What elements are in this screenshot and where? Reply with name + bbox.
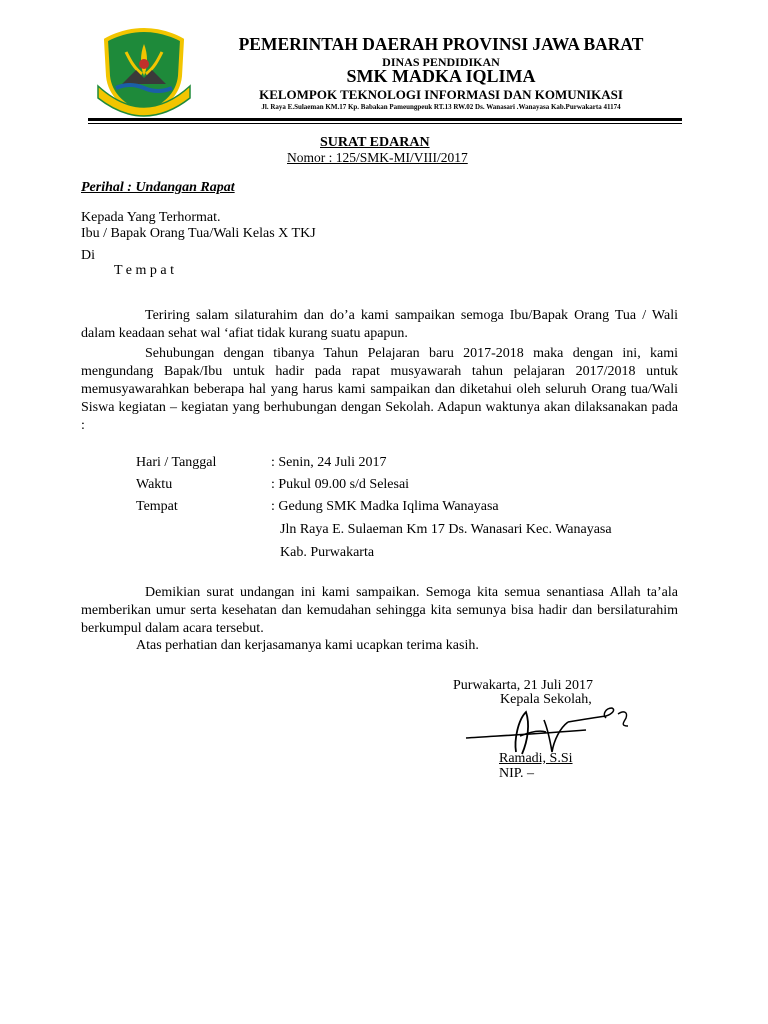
detail-day-label: Hari / Tanggal bbox=[136, 455, 217, 470]
signature-name: Ramadi, S.Si bbox=[499, 751, 573, 766]
addressee-di: Di bbox=[81, 248, 95, 263]
detail-place-regency: Kab. Purwakarta bbox=[280, 545, 375, 560]
letterhead-department: DINAS PENDIDIKAN bbox=[382, 55, 500, 69]
letterhead-school-name: SMK MADKA IQLIMA bbox=[346, 66, 536, 86]
letterhead-program: KELOMPOK TEKNOLOGI INFORMASI DAN KOMUNIKASI bbox=[259, 87, 623, 102]
letterhead-government: PEMERINTAH DAERAH PROVINSI JAWA BARAT bbox=[238, 34, 644, 54]
signature-place-date: Purwakarta, 21 Juli 2017 bbox=[453, 678, 593, 693]
letterhead-rule-thick bbox=[88, 118, 682, 121]
paragraph-closing: Demikian surat undangan ini kami sampaikan. Semoga kita semua senantiasa Allah ta’ala memberikan umur serta kesehatan dan kemudahan sehingga kita semunya bisa hadir dan bersilaturahim berkumpul dalam acara tersebut. bbox=[81, 585, 678, 636]
paragraph-greeting: Teriring salam silaturahim dan do’a kami sampaikan semoga Ibu/Bapak Orang Tua / Wali dalam keadaan sehat wal ‘afiat tidak kurang suatu apapun. bbox=[81, 308, 678, 341]
paragraph-invitation: Sehubungan dengan tibanya Tahun Pelajaran baru 2017-2018 maka dengan ini, kami mengundang Bapak/Ibu untuk hadir pada rapat musyawarah tahun pelajaran 2017/2018 untuk memusyawarahkan beberapa hal yang harus kami sampaikan dan diketahui oleh seluruh Orang tua/Wali Siswa kegiatan – kegiatan yang berhubungan dengan Sekolah. Adapun waktunya akan dilaksanakan pada : bbox=[81, 346, 678, 433]
detail-time-label: Waktu bbox=[136, 477, 173, 492]
west-java-emblem-logo bbox=[96, 24, 192, 120]
letter-title: SURAT EDARAN bbox=[320, 135, 430, 150]
signature-position: Kepala Sekolah, bbox=[500, 692, 592, 707]
detail-place-label: Tempat bbox=[136, 499, 178, 514]
addressee-tempat: T e m p a t bbox=[114, 263, 175, 278]
addressee-greeting: Kepada Yang Terhormat. bbox=[81, 210, 221, 225]
addressee-recipient: Ibu / Bapak Orang Tua/Wali Kelas X TKJ bbox=[81, 226, 316, 241]
detail-place-address: Jln Raya E. Sulaeman Km 17 Ds. Wanasari Kec. Wanayasa bbox=[280, 522, 612, 537]
detail-time-value: : Pukul 09.00 s/d Selesai bbox=[271, 477, 410, 492]
detail-place-value: : Gedung SMK Madka Iqlima Wanayasa bbox=[271, 499, 499, 514]
paragraph-thanks: Atas perhatian dan kerjasamanya kami ucapkan terima kasih. bbox=[136, 638, 479, 653]
signature-nip: NIP. – bbox=[499, 766, 535, 781]
letter-subject: Perihal : Undangan Rapat bbox=[81, 180, 235, 195]
detail-day-value: : Senin, 24 Juli 2017 bbox=[271, 455, 387, 470]
letterhead-rule-thin bbox=[88, 123, 682, 124]
letterhead-address: Jl. Raya E.Sulaeman KM.17 Kp. Babakan Pameungpeuk RT.13 RW.02 Ds. Wanasari .Wanayasa Kab.Purwakarta 41174 bbox=[261, 103, 621, 111]
letter-number: Nomor : 125/SMK-MI/VIII/2017 bbox=[287, 150, 468, 165]
